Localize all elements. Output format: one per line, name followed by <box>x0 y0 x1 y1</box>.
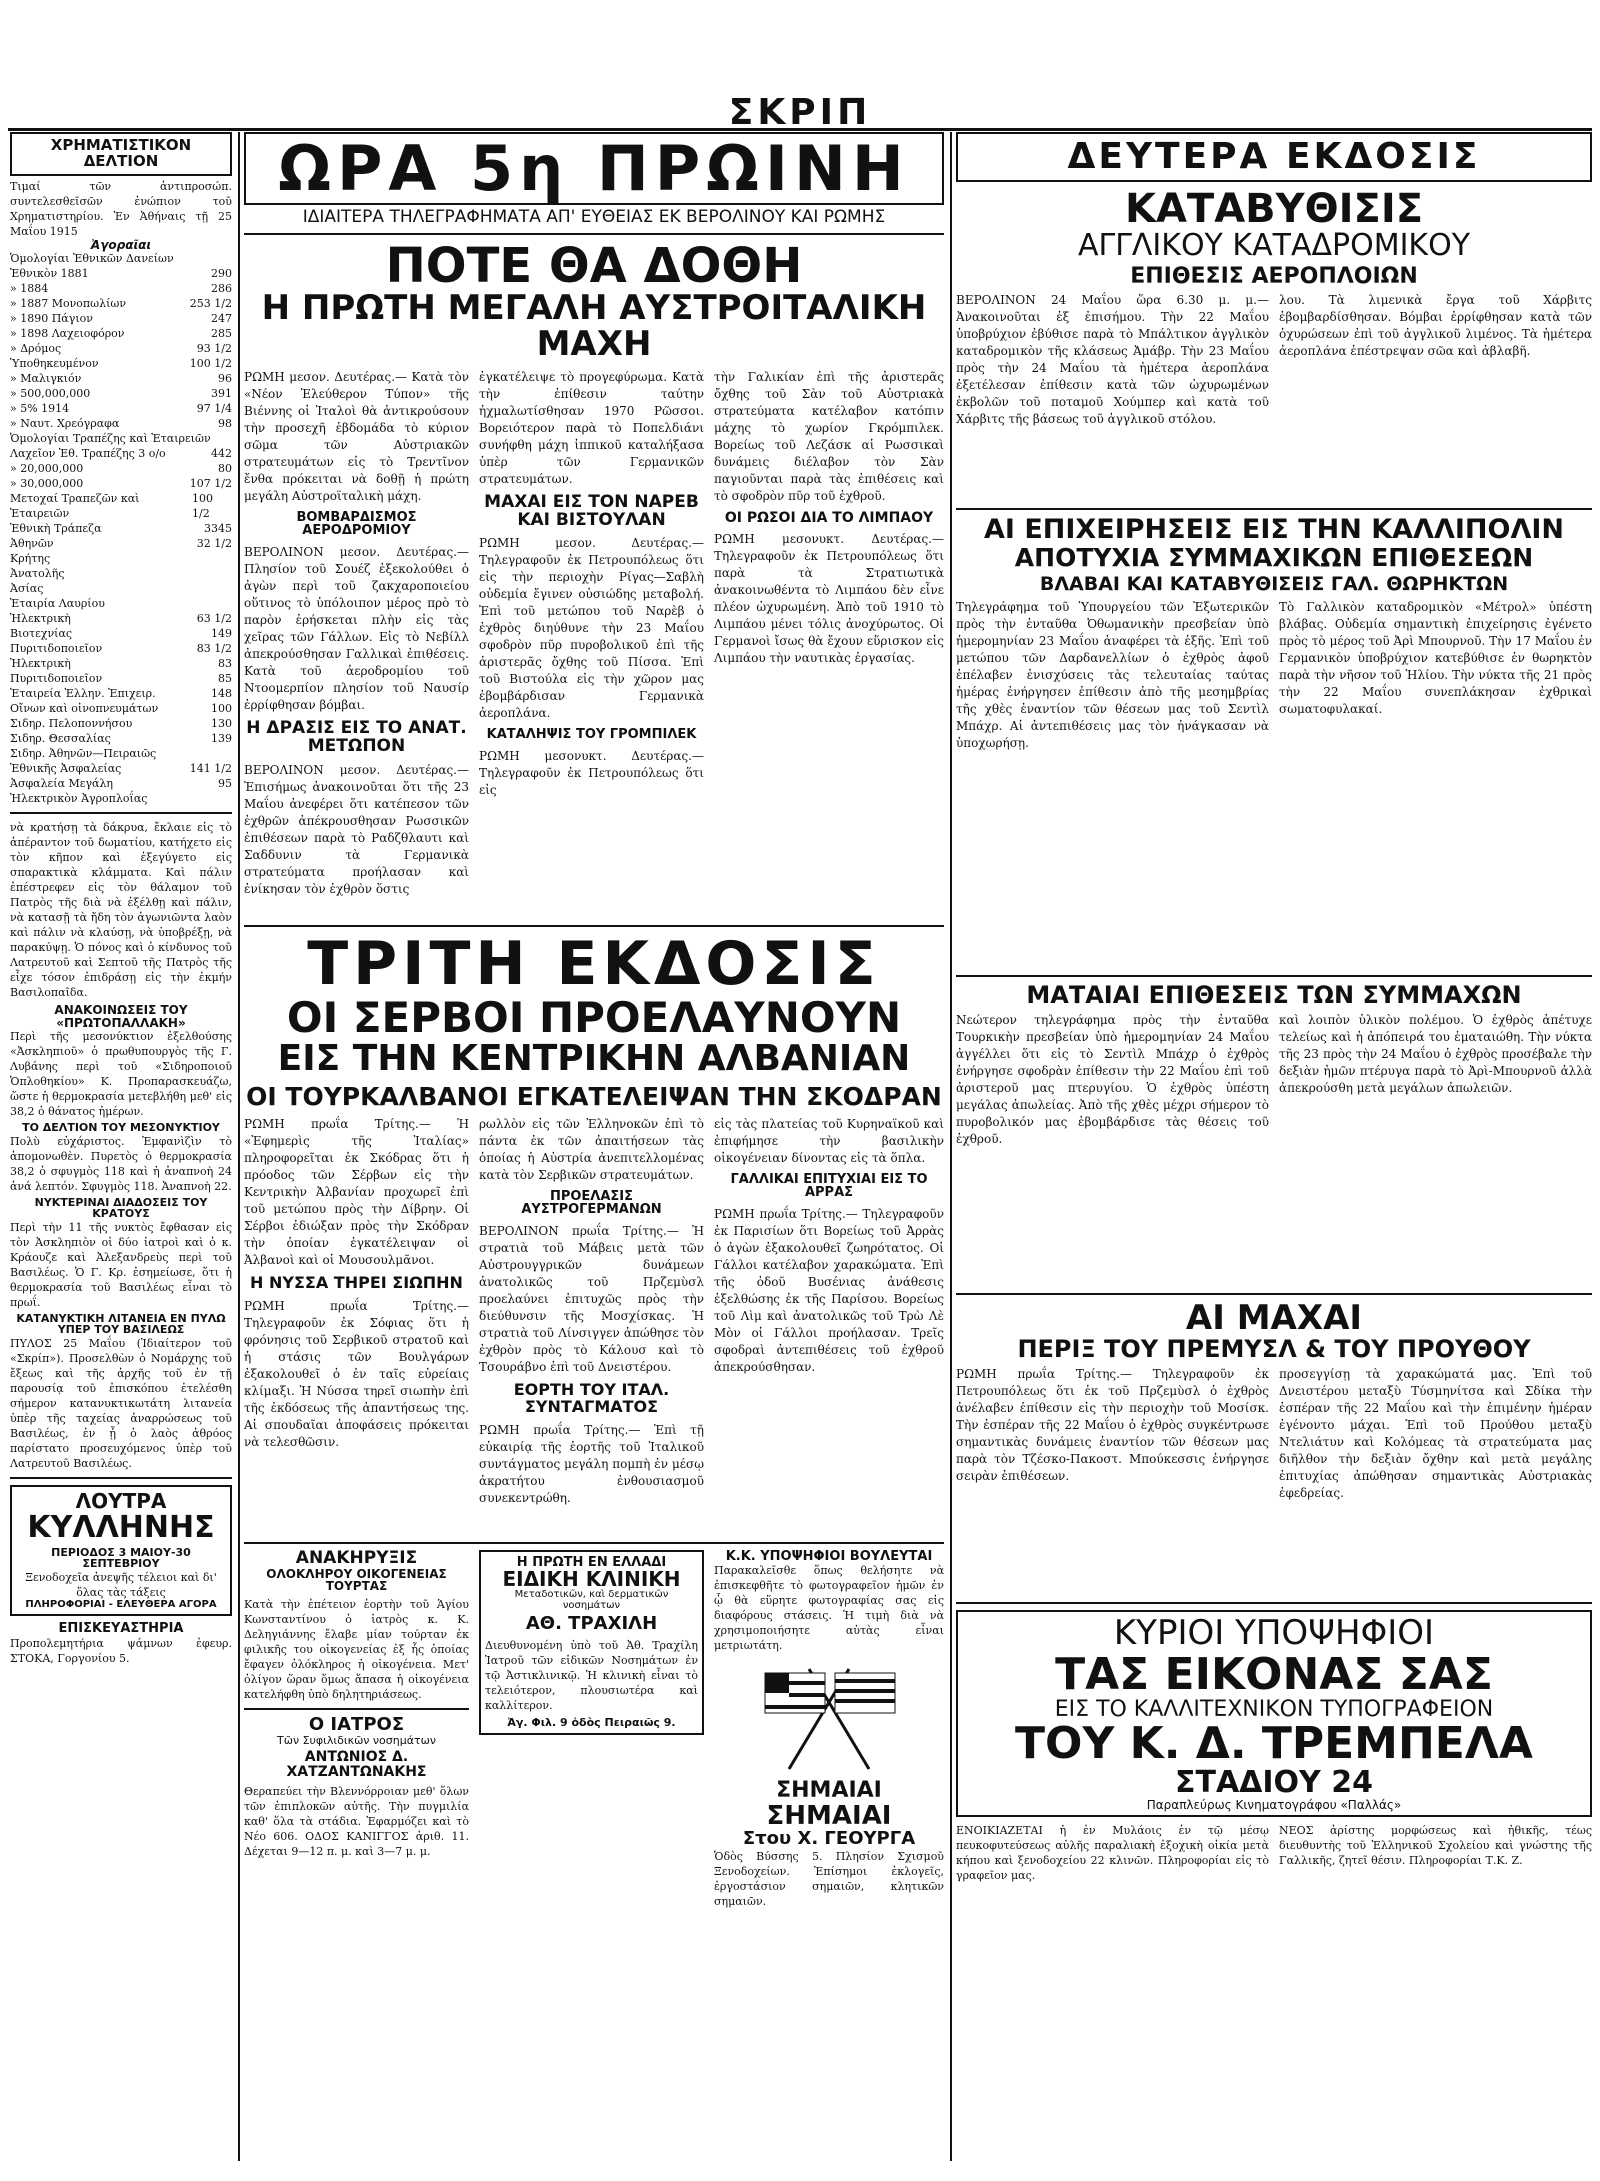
ad-text: Ξενοδοχεῖα ἀνεψῆς τέλειοι καὶ δι' ὅλας τὰς τάξεις <box>25 1570 217 1599</box>
market-label: » 500,000,000 <box>10 387 91 401</box>
article-text: λου. Τὰ λιμενικὰ ἔργα τοῦ Χάρβιτς ἐβομβαρδίσθησαν. Βόμβαι ἐρρίφθησαν κατὰ τῶν ὀχυρώσεων ἐπὶ τοῦ ἀγγλικοῦ λιμένος. Τὰ ἡμέτερα ἀεροπλάνα ἐπέστρεψαν σῶα καὶ ἀβλαβῆ. <box>1279 293 1592 359</box>
headline-8: ΑΙ ΜΑΧΑΙ <box>1185 1298 1363 1339</box>
market-label: Ὁμολογίαι Ἐθνικῶν Δανείων <box>10 252 174 266</box>
headline-7: ΜΑΤΑΙΑΙ ΕΠΙΘΕΣΕΙΣ ΤΩΝ ΣΥΜΜΑΧΩΝ <box>1026 980 1522 1009</box>
market-label: Βιοτεχνίας <box>10 627 73 641</box>
headline-4: ΑΙ ΕΠΙΧΕΙΡΗΣΕΙΣ ΕΙΣ ΤΗΝ ΚΑΛΛΙΠΟΛΙΝ <box>984 514 1564 546</box>
market-value: 391 <box>211 387 232 401</box>
market-value: 286 <box>211 282 232 296</box>
market-value: 85 <box>218 672 232 686</box>
clinic-heading-2: ΕΙΔΙΚΗ ΚΛΙΝΙΚΗ <box>502 1567 681 1592</box>
clinic-ad <box>479 1550 704 1735</box>
market-label: Πυριτιδοποιεῖον <box>10 672 103 686</box>
market-label: » 20,000,000 <box>10 462 84 476</box>
article-column <box>714 369 944 919</box>
column-divider <box>238 132 240 2161</box>
market-value: 100 1/2 <box>189 357 232 371</box>
headline-3: ΟΙ ΣΕΡΒΟΙ ΠΡΟΕΛΑΥΝΟΥΝ <box>286 992 902 1042</box>
market-row <box>10 416 232 431</box>
headline-5: ΑΠΟΤΥΧΙΑ ΣΥΜΜΑΧΙΚΩΝ ΕΠΙΘΕΣΕΩΝ <box>1014 542 1534 572</box>
headline-1: ΠΟΤΕ ΘΑ ΔΟΘΗ <box>385 237 803 294</box>
subheading: ΒΟΜΒΑΡΔΙΣΜΟΣ ΑΕΡΟΔΡΟΜΙΟΥ <box>296 509 417 539</box>
crossed-flags-icon <box>749 1661 909 1771</box>
clinic-text: Διευθυνομένη ὑπὸ τοῦ Ἀθ. Τραχίλη Ἰατροῦ τῶν εἰδικῶν Νοσημάτων ἐν τῷ Ἀστικλινικῷ. Ἡ κλινικὴ εἶναι τὸ τελειότερον, πλουσιωτέρα καὶ καλλίτερον. <box>485 1639 698 1713</box>
market-value: 107 1/2 <box>189 477 232 491</box>
divider <box>956 1293 1592 1295</box>
market-value: 97 1/4 <box>196 402 232 416</box>
subheading: ΕΟΡΤΗ ΤΟΥ ΙΤΑΛ. ΣΥΝΤΑΓΜΑΤΟΣ <box>513 1380 670 1416</box>
headline-4: ΕΙΣ ΤΗΝ ΚΕΝΤΡΙΚΗΝ ΑΛΒΑΝΙΑΝ <box>277 1037 911 1079</box>
divider <box>244 925 944 927</box>
market-label: » Δρόμος <box>10 342 62 356</box>
article-text: καὶ λοιπὸν ὑλικὸν πολέμου. Ὁ ἐχθρὸς ἀπέτυχε τελείως καὶ ἡ ἀπόπειρά του ἐματαιώθη. Τὴν νύκτα τῆς 23 πρὸς τὴν 24 Μαΐου ὁ ἐχθρὸς προσέβαλε τὴν δεξιὰν ἡμῶν πτέρυγα παρὰ τὸ Ἀρὶ-Μπουρνοῦ ἀλλὰ ἀπεκρούσθη μετὰ μεγάλων ἀπωλειῶν. <box>1279 1013 1592 1096</box>
top-rule <box>8 128 1592 131</box>
market-row <box>10 641 232 656</box>
market-row <box>10 296 232 311</box>
article-text: ΡΩΜΗ μεσονυκτ. Δευτέρας.— Τηλεγραφοῦν ἐκ Πετρουπόλεως ὅτι εἰς <box>479 749 704 798</box>
masthead: ΣΚΡΙΠ <box>728 92 872 133</box>
divider <box>956 975 1592 977</box>
article-columns <box>956 599 1592 969</box>
market-value: 141 1/2 <box>189 762 232 776</box>
article-text: ΡΩΜΗ μεσον. Δευτέρας.— Τηλεγραφοῦν ἐκ Πετρουπόλεως ὅτι εἰς τὴν περιοχὴν Ρίγας—Σαβλὴ οὐδεμία ἔγινεν οὐσιώδης μεταβολή. Ἐπὶ τοῦ μετώπου τοῦ Ναρὲβ ὁ ἐχθρὸς διηύθυνε τὴν 23 Μαΐου σφοδρὸν πῦρ πυροβολικοῦ ἐπὶ τῆς ἀριστερᾶς ὄχθης τοῦ Πίσσα. Ἐπὶ τοῦ Βιστούλα εἰς τὴν χῶρον μας ἐβομβάρδισαν Γερμανικὰ ἀεροπλάνα. <box>479 536 704 721</box>
ad-headline-5: ΣΤΑΔΙΟΥ 24 <box>1175 1765 1373 1801</box>
market-label: » Μαλιγκιόν <box>10 372 82 386</box>
market-label: Σιδηρ. Πελοποννήσου <box>10 717 133 731</box>
market-value: 100 <box>211 702 232 716</box>
ad-column <box>714 1550 944 2070</box>
market-row <box>10 251 232 266</box>
market-label: » 1884 <box>10 282 49 296</box>
market-row <box>10 536 232 551</box>
candidates-heading: Κ.Κ. ΥΠΟΨΗΦΙΟΙ ΒΟΥΛΕΥΤΑΙ <box>725 1549 933 1564</box>
subheading: ΟΙ ΡΩΣΟΙ ΔΙΑ ΤΟ ΛΙΜΠΑΟΥ <box>724 509 934 526</box>
market-value: 100 1/2 <box>192 492 214 521</box>
article-text: ΡΩΜΗ πρωΐα Τρίτης.— Ἐπὶ τῇ εὐκαιρίᾳ τῆς ἑορτῆς τοῦ Ἰταλικοῦ συντάγματος μεγάλη πομπὴ ἐν μέσῳ ἀκρατήτου ἐνθουσιασμοῦ συνεκεντρώθη. <box>479 1422 704 1505</box>
market-row <box>10 266 232 281</box>
market-label: Ἐθνικὴ Τράπεζα <box>10 522 102 536</box>
market-label: Ἀθηνῶν <box>10 537 54 551</box>
market-row <box>10 401 232 416</box>
article-columns <box>956 292 1592 502</box>
market-value: 3345 <box>204 522 232 536</box>
divider <box>244 233 944 235</box>
ad-subheading: ΟΛΟΚΛΗΡΟΥ ΟΙΚΟΓΕΝΕΙΑΣ ΤΟΥΡΤΑΣ <box>266 1566 447 1594</box>
market-value: 98 <box>218 417 232 431</box>
left-column <box>10 132 232 2162</box>
bulletin-heading: ΤΟ ΔΕΛΤΙΟΝ ΤΟΥ ΜΕΣΟΝΥΚΤΙΟΥ <box>22 1121 220 1135</box>
market-value: 93 1/2 <box>196 342 232 356</box>
article-text: Κατὰ τὴν ἐπέτειον ἑορτὴν τοῦ Ἁγίου Κωνσταντίνου ὁ ἰατρὸς κ. Κ. Δεληγιάννης ἔλαβε μίαν τούρταν ἐκ φιλικῆς του οἰκογενείας ἐξ ἧς ὁποίας ἔφαγεν ὁλόκληρος ἡ οἰκογένεια. Μετ' ὀλίγον ὥραν ὅμως ἅπασα ἡ οἰκογένεια κατελήφθη ὑπὸ δηλητηριάσεως. <box>244 1597 469 1701</box>
market-row <box>10 371 232 386</box>
market-row <box>10 626 232 641</box>
article-text: ΡΩΜΗ μεσον. Δευτέρας.— Κατὰ τὸν «Νέον Ἐλεύθερον Τύπον» τῆς Βιέννης οἱ Ἰταλοὶ θὰ ἀντικρούσουν τὴν προσεχῆ ἑβδομάδα τὸ κύριον σῶμα τῶν Αὐστριακῶν στρατευμάτων εἰς τὸ Τρεντῖνον ἔνθα πρόκειται νὰ δοθῇ ἡ πρώτη μεγάλη Αὐστροϊταλικὴ μάχη. <box>244 369 469 503</box>
market-row <box>10 491 232 521</box>
ad2-title: ΕΠΙΣΚΕΥΑΣΤΗΡΙΑ <box>58 1621 184 1637</box>
market-row <box>10 566 232 581</box>
article-text: Τηλεγράφημα τοῦ Ὑπουργείου τῶν Ἐξωτερικῶν πρὸς τὴν ἐνταῦθα Ὀθωμανικὴν πρεσβείαν ὑπὸ ἡμερομηνίαν 23 Μαΐου ἀναφέρει τὰ ἑξῆς. Ἐπὶ τοῦ μετώπου τῶν Δαρδανελλίων ὁ ἐχθρὸς ἀφοῦ ἐπέλαβεν ἐνισχύσεις τὰς τελευταίας ταύτας ἡμέρας ἐνήργησεν ἐπίθεσιν ἀπὸ τῆς μεσημβρίας τῆς χθὲς ἐναντίον τῶν θέσεων μας τοῦ Σεντὶλ Μπάχρ. Αἱ ἀντεπιθέσεις μας τὸν ἠνάγκασαν νὰ ὑποχωρήσῃ. <box>956 599 1269 750</box>
article-column <box>244 1116 469 1536</box>
article-column <box>714 1116 944 1536</box>
market-value: 149 <box>211 627 232 641</box>
article-text: ΒΕΡΟΛΙΝΟΝ μεσον. Δευτέρας.— Ἐπισήμως ἀνακοινοῦται ὅτι τῆς 23 Μαΐου ἀνεφέρει ὅτι κατέπεσον τῶν ἐχθρῶν ἀπέκρουσθησαν Ρωσσικῶν ἐπιθέσεων παρὰ τὸ Ραδζθλαυτι καὶ Σαδδυνιν τὰ Γερμανικὰ στρατεύματα προήλασαν καὶ ἐνίκησαν τὸν ἐχθρὸν ὅστις <box>244 762 469 896</box>
third-edition-banner: ΤΡΙΤΗ ΕΚΔΟΣΙΣ <box>307 928 881 999</box>
divider <box>956 1602 1592 1604</box>
market-value: 247 <box>211 312 232 326</box>
market-row <box>10 701 232 716</box>
market-label: Ἑταιρία Λαυρίου <box>10 597 105 611</box>
market-value: 95 <box>218 777 232 791</box>
divider <box>244 1542 944 1544</box>
right-column <box>956 132 1592 2162</box>
market-value: 96 <box>218 372 232 386</box>
market-label: Ὑποθηκευμένον <box>10 357 99 371</box>
article-text: προσεγγίσῃ τὰ χαρακώματά μας. Ἐπὶ τοῦ Δνειστέρου μεταξὺ Τύσμηνίτσα καὶ Σδίκα τὴν ἐσπέραν τῆς 22 Μαΐου καὶ τὴν ἐπιμένην ἡμέραν ἐγένοντο μάχαι. Ἐπὶ τοῦ Προύθου μεταξὺ Ντελιάτυν καὶ Κολόμεας τὰ στρατεύματα μας διῆλθον τὴν δεξιὰν ὄχθην καὶ μετὰ μεγάλης ἐπιτυχίας ἀπώθησαν σημαντικὰς Αὐστριακὰς ἐφεδρείας. <box>1279 1366 1592 1500</box>
market-row <box>10 461 232 476</box>
classified-text: ΕΝΟΙΚΙΑΖΕΤΑΙ ἡ ἐν Μυλάοις ἐν τῷ μέσῳ πευκοφυτεύσεως αὐλῆς παραλιακὴ ἐξοχικὴ οἰκία μετὰ κήπου καὶ ξενοδοχείου 22 κλινῶν. Πληροφορίαι εἰς τὸ γραφεῖον μας. <box>956 1824 1269 1883</box>
flags-shop-name: Στου Χ. ΓΕΟΥΡΓΑ <box>742 1827 916 1849</box>
market-row <box>10 431 232 446</box>
headline-2: Η ΠΡΩΤΗ ΜΕΓΑΛΗ ΑΥΣΤΡΟΙΤΑΛΙΚΗ ΜΑΧΗ <box>261 288 927 365</box>
market-value: 285 <box>211 327 232 341</box>
flags-address: Ὁδὸς Βύσσης 5. Πλησίον Σχισμοῦ Ξενοδοχείων. Ἐπίσημοι ἐκλογεῖς, ἐργοστάσιον σημαιῶν, κλητικῶν σημαιῶν. <box>714 1849 944 1908</box>
classified-text: ΝΕΟΣ ἀρίστης μορφώσεως καὶ ἠθικῆς, τέως διευθυντὴς τοῦ Ἑλληνικοῦ Σχολείου καὶ γνώστης τῆς Γαλλικῆς, ζητεῖ θέσιν. Πληροφορίαι Τ.Κ. Ζ. <box>1279 1824 1592 1868</box>
article-text: ΒΕΡΟΛΙΝΟΝ μεσον. Δευτέρας.— Πλησίον τοῦ Σουέζ ἐξεκολούθει ὁ ἀγὼν περὶ τοῦ ζακχαροποιείου οὕτινος τὸ ὑπόλοιπον μέρος πρὸ τὸ παρὸν ἐρήσκεται πλὴν εἰς τὰς χεῖρας τῶν Γάλλων. Εἰς τὸ Νεβίλλ ἀπεκρούσθησαν Γαλλικαὶ ἐπιθέσεις. Κατὰ τοῦ ἀεροδρομίου τοῦ Ντοομερπίον πλησίον τοῦ Ναυσίρ ἐρρίφθησαν βόμβαι. <box>244 544 469 712</box>
ads-row <box>244 1550 944 2070</box>
article-text: τὴν Γαλικίαν ἐπὶ τῆς ἀριστερᾶς ὄχθης τοῦ Σὰν τοῦ Αὐστριακὰ στρατεύματα κατέλαβον κατόπιν μάχης τὸ χωρίον Γκρόμπιλεκ. Βορείως τοῦ Λεζάσκ αἱ Ρωσσικαὶ δυνάμεις διέλαβον τὸν Σὰν παγιοῦνται παρὰ τὰς ἐπιθέσεις καὶ τὸ σφοδρὸν πῦρ τοῦ ἐχθροῦ. <box>714 369 944 503</box>
article-text: Περὶ τὴν 11 τῆς νυκτὸς ἔφθασαν εἰς τὸν Ἀσκληπιὸν οἱ δύο ἰατροὶ καὶ ὁ κ. Κράουζε καὶ Ἀλεξανδρεὺς περὶ τοῦ Βασιλέως. Ὁ Γ. Κρ. ἐσημείωσε, ὅτι ἡ θερμοκρασία τοῦ Βασιλέως εἶναι τὸ πρωΐ. <box>10 1220 232 1309</box>
notice-heading: ΑΝΑΚΟΙΝΩΣΕΙΣ ΤΟΥ «ΠΡΩΤΟΠΑΛΛΑΚΗ» <box>54 1003 188 1030</box>
clinic-doctor: ΑΘ. ΤΡΑΧΙΛΗ <box>525 1613 658 1635</box>
market-label: Σιδηρ. Ἀθηνῶν—Πειραιῶς <box>10 747 157 761</box>
market-value: 83 <box>218 657 232 671</box>
subheading: Η ΝΥΣΣΑ ΤΗΡΕΙ ΣΙΩΠΗΝ <box>250 1272 463 1292</box>
divider <box>244 1708 469 1710</box>
market-row <box>10 341 232 356</box>
baths-ad <box>10 1485 232 1616</box>
article-text: ἐγκατέλειψε τὸ προγεφύρωμα. Κατὰ τὴν ἐπίθεσιν ταύτην ἠχμαλωτίσθησαν 1970 Ρῶσσοι. Βορειότερον παρὰ τὸ Ποπελδιάνι συνήφθη μάχη ἱππικοῦ καταλήξασα ὑπὲρ τῶν Γερμανικῶν στρατευμάτων. <box>479 369 704 486</box>
flags-heading-2: ΣΗΜΑΙΑΙ <box>766 1800 892 1831</box>
market-label: Ἀνατολῆς <box>10 567 65 581</box>
market-row <box>10 746 232 761</box>
doctor-heading: Ο ΙΑΤΡΟΣ <box>308 1713 405 1735</box>
ad-subtitle: Παραπλεύρως Κινηματογράφου «Παλλάς» <box>1146 1797 1402 1812</box>
article-columns <box>956 1012 1592 1287</box>
market-value: 148 <box>211 687 232 701</box>
market-subtitle: Ἀγοραῖαι <box>90 237 152 252</box>
market-value: 80 <box>218 462 232 476</box>
article-text: εἰς τὰς πλατείας τοῦ Κυρηναϊκοῦ καὶ ἐπιφήμησε τὴν βασιλικὴν οἰκογένειαν δίνοντας εἰς τὰ ὅπλα. <box>714 1116 944 1165</box>
market-label: Ὁμολογίαι Τραπέζης καὶ Ἑταιρειῶν <box>10 432 211 446</box>
market-value: 63 1/2 <box>196 612 232 626</box>
market-value: 253 1/2 <box>189 297 232 311</box>
column-divider <box>950 132 952 2161</box>
article-columns <box>956 1366 1592 1596</box>
ad-info: ΠΛΗΡΟΦΟΡΙΑΙ - ΕΛΕΥΘΕΡΑ ΑΓΟΡΑ <box>25 1598 217 1610</box>
subheading: ΜΑΧΑΙ ΕΙΣ ΤΟΝ ΝΑΡΕΒ ΚΑΙ ΒΙΣΤΟΥΛΑΝ <box>484 491 699 530</box>
doctor-name: ΑΝΤΩΝΙΟΣ Δ. ΧΑΤΖΑΝΤΩΝΑΚΗΣ <box>286 1749 427 1780</box>
headline-3: ΕΠΙΘΕΣΙΣ ΑΕΡΟΠΛΟΙΩΝ <box>1130 264 1418 290</box>
market-row <box>10 476 232 491</box>
subheading: ΚΑΤΑΛΗΨΙΣ ΤΟΥ ΓΡΟΜΠΙΛΕΚ <box>486 727 697 743</box>
market-row <box>10 776 232 791</box>
article-text: ΡΩΜΗ πρωΐα Τρίτης.— Τηλεγραφοῦν ἐκ Σόφιας ὅτι ἡ φρόνησις τοῦ Σερβικοῦ στρατοῦ καὶ ἡ στάσις τῶν Βουλγάρων ἐξακολουθεῖ ὁ ἐν ταῖς εὐρείαις κλίμαξι. Ἡ Νύσσα τηρεῖ σιωπὴν ἐπὶ τῆς ἐκδόσεως τῆς ἀπαντήσεως της. Αἱ σπουδαῖαι ἀποφάσεις πρόκειται νὰ τελεσθῶσιν. <box>244 1298 469 1449</box>
market-label: » 1898 Λαχειοφόρον <box>10 327 125 341</box>
market-row <box>10 521 232 536</box>
headline-1: ΚΑΤΑΒΥΘΙΣΙΣ <box>1124 185 1424 232</box>
article-column <box>244 369 469 919</box>
second-edition-banner: ΔΕΥΤΕΡΑ ΕΚΔΟΣΙΣ <box>956 132 1592 182</box>
market-row <box>10 716 232 731</box>
market-row <box>10 551 232 566</box>
market-label: » 5% 1914 <box>10 402 70 416</box>
market-row <box>10 671 232 686</box>
clinic-heading: Η ΠΡΩΤΗ ΕΝ ΕΛΛΑΔΙ <box>516 1554 667 1570</box>
night-heading: ΝΥΚΤΕΡΙΝΑΙ ΔΙΑΔΟΣΕΙΣ ΤΟΥ ΚΡΑΤΟΥΣ <box>34 1195 208 1221</box>
ad-headline-2: ΤΑΣ ΕΙΚΟΝΑΣ ΣΑΣ <box>1055 1648 1493 1700</box>
article-text: νὰ κρατήσῃ τὰ δάκρυα, ἔκλαιε εἰς τὸ ἀπέραντον τοῦ δωματίου, κατήχετο εἰς τὸν κῆπον καὶ ἐξεγύγετο εἰς σπαρακτικὰ κλάμματα. Καὶ πάλιν ἐπέστρεφεν εἰς τὸν θάλαμον τοῦ Πατρὸς τῆς διὰ νὰ ἐξέλθῃ καὶ πάλιν, νὰ κατασῇ τὰ ἤδη τὸν ἀγωνιῶντα λαὸν καὶ πάλιν νὰ κλαύσῃ, νὰ ὑποβρέξῃ, νὰ παρακύψῃ. Ὁ πόνος καὶ ὁ κίνδυνος τοῦ Λατρευτοῦ καὶ Σεπτοῦ τῆς Πατρὸς τῆς εἶχε τόσον ἐπιδράσῃ εἰς τὴν ἐκμήν Βασιλοπαῖδα. <box>10 821 232 1000</box>
market-table <box>10 251 232 806</box>
banner-headline: ΩΡΑ 5η ΠΡΩΙΝΗ <box>244 132 944 205</box>
article-text: Περὶ τῆς μεσονύκτιον ἐξελθούσης «Ἀσκληπιοῦ» ὁ πρωθυπουργὸς τῆς Γ. Λυβάνης περὶ τοῦ «Σιδηροποιοῦ Ὁπλοθηκίου» Κ. Προπαρασκευάζω, ὥστε ἡ θερμοκρασία μετεβλήθη μεθ' εἰς 38,2 ὁ θάνατος ἠμέρων. <box>10 1030 232 1119</box>
classifieds <box>956 1823 1592 1883</box>
subheading: ΠΡΟΕΛΑΣΙΣ ΑΥΣΤΡΟΓΕΡΜΑΝΩΝ <box>521 1188 662 1218</box>
market-label: Λαχεῖον Ἐθ. Τραπέζης 3 ο/ο <box>10 447 166 461</box>
doctor-subheading: Τῶν Συφιλιδικῶν νοσημάτων <box>277 1733 436 1747</box>
banner-subtitle: ΙΔΙΑΙΤΕΡΑ ΤΗΛΕΓΡΑΦΗΜΑΤΑ ΑΠ' ΕΥΘΕΙΑΣ ΕΚ ΒΕΡΟΛΙΝΟΥ ΚΑΙ ΡΩΜΗΣ <box>302 207 886 228</box>
article-text: Τὸ Γαλλικὸν καταδρομικὸν «Μέτρολ» ὑπέστη βλάβας. Οὐδεμία σημαντικὴ ἐπιχείρησις ἐγένετο πρὸς τὸ μέρος τοῦ Ἀρὶ Μπουρνοῦ. Τὴν 17 Μαΐου ἐν Γερμανικὸν ὑποβρύχιον κατεβύθισε ἐν θωρηκτὸν παρὰ τὴν νῆσον τοῦ Ἡλίου. Τὴν νύκτα τῆς 21 πρὸς τὴν 22 Μαΐου συνεπλάκησαν ἐχθρικαὶ σωματοφυλακαί. <box>1279 599 1592 716</box>
divider <box>956 508 1592 510</box>
market-value: 130 <box>211 717 232 731</box>
clinic-address: Ἀγ. Φιλ. 9 ὁδὸς Πειραιῶς 9. <box>507 1716 676 1730</box>
article-text: ΡΩΜΗ πρωΐα Τρίτης.— Τηλεγραφοῦν ἐκ Πετρουπόλεως ὅτι ἐκ τοῦ Πρζεμὺσλ ὁ ἐχθρὸς ἀνέλαβεν ἐπίθεσιν εἰς τὴν περιοχὴν τοῦ Μοσίσκ. Τὴν ἐσπέραν τῆς 22 Μαΐου ὁ ἐχθρὸς συγκέντρωσε σημαντικὰς δυνάμεις ἐναντίον τῶν θέσεων μας παρὰ τὸν Τζέσκο-Πακοστ. Μπούκεσσις ἐνήργησε σειρὰν ἐπιθέσεων. <box>956 1366 1269 1483</box>
article-text: ΡΩΜΗ πρωΐα Τρίτης.— Ἡ «Ἐφημερὶς τῆς Ἰταλίας» πληροφορεῖται ἐκ Σκόδρας ὅτι ἡ πρόοδος τῶν Σέρβων εἰς τὴν Κεντρικὴν Ἀλβανίαν προχωρεῖ ἐπὶ τοῦ μετώπου πρὸς τὴν Δίβρην. Οἱ Σέρβοι ἐδιώξαν πρὸς τὴν Σκόδραν τὴν ὁποίαν ἐγκατέλειψαν οἱ Ἀλβανοὶ καὶ οἱ Μουσουλμᾶνοι. <box>244 1116 469 1267</box>
ad-period: ΠΕΡΙΟΔΟΣ 3 ΜΑΙΟΥ-30 ΣΕΠΤΕΒΡΙΟΥ <box>51 1545 191 1571</box>
doctor-text: Θεραπεύει τὴν Βλεννόρροιαν μεθ' ὅλων τῶν ἐπιπλοκῶν αὐτῆς. Τὴν πυγμιλία καθ' ὅλα τὰ στάδια. Ἐφαρμόζει καὶ τὸ Νέο 606. ΟΔΟΣ ΚΑΝΙΓΓΟΣ ἀριθ. 11. Δέχεται 9—12 π. μ. καὶ 3—7 μ. μ. <box>244 1784 469 1858</box>
market-value: 290 <box>211 267 232 281</box>
market-row <box>10 686 232 701</box>
market-label: » Ναυτ. Χρεόγραφα <box>10 417 120 431</box>
market-label: » 30,000,000 <box>10 477 84 491</box>
article-column <box>479 369 704 919</box>
ad-column <box>244 1550 469 2070</box>
divider <box>10 1477 232 1479</box>
market-row <box>10 281 232 296</box>
ad-headline-1: ΚΥΡΙΟΙ ΥΠΟΨΗΦΙΟΙ <box>1113 1612 1435 1653</box>
prayer-heading: ΚΑΤΑΝΥΚΤΙΚΗ ΛΙΤΑΝΕΙΑ ΕΝ ΠΥΛΩ ΥΠΕΡ ΤΟΥ ΒΑΣΙΛΕΩΣ <box>16 1311 226 1337</box>
market-value: 139 <box>211 732 232 746</box>
ad2-text: Προπολεμητήρια ψάμνων ἐφευρ. ΣΤΟΚΑ, Γοργονίου 5. <box>10 1636 232 1665</box>
market-label: Ἐταιρεία Ἑλλην. Ἐπιχειρ. <box>10 687 156 701</box>
candidates-text: Παρακαλεῖσθε ὅπως θελήσητε νὰ ἐπισκεφθῆτε τὸ φωτογραφεῖον ἡμῶν ἐν ᾧ θὰ εὕρητε φωτογραφίας σας εἰς διαφόρους στάσεις. Ἡ τιμὴ διὰ νὰ χρησιμοποιήσητε αὐτὰς εἶναι μετριωτάτη. <box>714 1564 944 1653</box>
market-row <box>10 656 232 671</box>
clinic-subheading: Μεταδοτικῶν, καὶ δερματικῶν νοσημάτων <box>514 1589 669 1611</box>
flags-heading: ΣΗΜΑΙΑΙ <box>776 1778 882 1804</box>
article-text: ΡΩΜΗ πρωΐα Τρίτης.— Τηλεγραφοῦν ἐκ Παρισίων ὅτι Βορείως τοῦ Ἀρρὰς ὁ ἀγὼν ἐξακολουθεῖ ζωηρότατος. Οἱ Γάλλοι κατέλαβον χαρακώματα. Ἐπὶ τῆς ὀδοῦ Βυσένιας ἀνάθεσις ἐξελθώσης ἐκ τῆς Παρίσου. Βορείως τοῦ Λὶμ καὶ ἀνατολικῶς τοῦ Τρὼ Λὲ Μὸν οἱ Γάλλοι προήλασαν. Τρεῖς σφοδραὶ ἀντεπιθέσεις τοῦ ἐχθροῦ ἀπεκρούσθησαν. <box>714 1207 944 1375</box>
article-text: ΡΩΜΗ μεσονυκτ. Δευτέρας.— Τηλεγραφοῦν ἐκ Πετρουπόλεως ὅτι παρὰ τὰ Στρατιωτικὰ ἀνακοινωθέντα τὸ Λιμπάου δὲν εἶνε πλέον ὠχυρωμένη. Ἀπὸ τοῦ 1910 τὸ Λιμπάου μένει τόλις ἀνοχύρωτος. Οἱ Γερμανοὶ ἴσως θὰ ἔχουν εὕρισκον εἰς Λιμπάου τὴν ναυτικὰς ἐργασίας. <box>714 532 944 666</box>
article-text: ΒΕΡΟΛΙΝΟΝ πρωΐα Τρίτης.— Ἡ στρατιὰ τοῦ Μάβεις μετὰ τῶν Αὐστρουγγρικῶν δυνάμεων ἀνατολικῶς τοῦ Πρζεμὺσλ προελαύνει ἐπιτυχῶς πρὸς τὴν διεύθυνσιν τῆς Μοσχίσκας. Ἡ στρατιὰ τοῦ Λίνσιγγεν ἀπώθησε τὸν ἐχθρὸν πρὸς τὸ Κάλουσ καὶ τὸ Τσουράβνο ἐπὶ τοῦ Δνειστέρου. <box>479 1224 704 1375</box>
divider <box>10 812 232 814</box>
market-label: Κρήτης <box>10 552 51 566</box>
market-label: Ἐθνικῆς Ἀσφαλείας <box>10 762 122 776</box>
headline-9: ΠΕΡΙΞ ΤΟΥ ΠΡΕΜΥΣΛ & ΤΟΥ ΠΡΟΥΘΟΥ <box>1017 1334 1531 1363</box>
article-text: ΒΕΡΟΛΙΝΟΝ 24 Μαΐου ὥρα 6.30 μ. μ.— Ἀνακοινοῦται ἐξ ἐπισήμου. Τὴν 22 Μαΐου ὑποβρύχιον ἐβύθισε παρὰ τὸ Μπάλτικον ἀγγλικὸν καταδρομικὸν τῆς κλάσεως Ἀμάβρ. Τὴν 23 Μαΐου πρὸς τὴν 24 Μαΐου τὰ ἡμέτερα ἀεροπλάνα ἐξετέλεσαν ἐπίθεσιν κατὰ τῶν ὠχυρωμένων ἐκβολῶν τοῦ ποταμοῦ Χούμπερ καὶ κατὰ τοῦ Χάρβιτς τῆς βάσεως τοῦ ἀγγλικοῦ στόλου. <box>956 293 1269 427</box>
market-label: Ἀσφαλεία Μεγάλη <box>10 777 114 791</box>
market-row <box>10 596 232 611</box>
ad-column <box>479 1550 704 2070</box>
market-label: Ἠλεκτρικὸν Ἀγροπλοΐας <box>10 792 148 806</box>
market-label: Μετοχαί Τραπεζῶν καὶ Ἑταιρειῶν <box>10 492 140 521</box>
market-row <box>10 326 232 341</box>
market-title: ΧΡΗΜΑΤΙΣΤΙΚΟΝ ΔΕΛΤΙΟΝ <box>10 132 232 176</box>
ad-headline-4: ΤΟΥ Κ. Δ. ΤΡΕΜΠΕΛΑ <box>1015 1717 1533 1769</box>
market-row <box>10 446 232 461</box>
article-text: ΠΥΛΟΣ 25 Μαΐου (Ἰδιαίτερον τοῦ «Σκρίπ»). Προσελθὼν ὁ Νομάρχης τοῦ ἔξεως καὶ τῆς ἀρχῆς τοῦ ἐν τῇ παρουσίᾳ τοῦ ἐπισκόπου ἐτελέσθη σήμερον κατανυκτικωτάτη λιτανεία ὑπὲρ τῆς ταχείας ἀναρρώσεως τοῦ Βασιλέως, ἐν ᾗ ὁ λαὸς ἀθρόος παρίστατο προσευχόμενος ὑπὲρ τοῦ Λατρευτοῦ Βασιλέως. <box>10 1337 232 1471</box>
center-section <box>244 132 944 2162</box>
headline-2: ΑΓΓΛΙΚΟΥ ΚΑΤΑΔΡΟΜΙΚΟΥ <box>1077 227 1471 263</box>
ad-heading: ΑΝΑΚΗΡΥΞΙΣ <box>295 1549 418 1568</box>
market-label: Πυριτιδοποιεῖον <box>10 642 103 656</box>
market-value: 83 1/2 <box>196 642 232 656</box>
market-value: 442 <box>211 447 232 461</box>
market-value: 32 1/2 <box>196 537 232 551</box>
article-text: Πολὺ εὐχάριστος. Ἐμφανὶζὶν τὸ ἀπομονωθὲν. Πυρετὸς ὁ θερμοκρασία 38,2 ὁ σφυγμὸς 118 καὶ ἡ ἀναπνοὴ 24 ἀνά λεπτόν. Σφυγμὸς 118. Ἀναπνοὴ 22. <box>10 1134 232 1193</box>
market-row <box>10 356 232 371</box>
market-label: Οἴνων καὶ οἰνοπνευμάτων <box>10 702 159 716</box>
market-row <box>10 581 232 596</box>
subheading: ΓΑΛΛΙΚΑΙ ΕΠΙΤΥΧΙΑΙ ΕΙΣ ΤΟ ΑΡΡΑΣ <box>730 1171 928 1201</box>
article-text: ρωλλὸν εἰς τῶν Ἐλληνοκῶν ἐπὶ τὸ πάντα ἐκ τῶν ἀπαιτήσεων τὰς ὁποίας ἡ Αὐστρία ἀνεπιτελλομένας κατὰ τὸν Σερβικῶν στρατευμάτων. <box>479 1116 704 1182</box>
article-text: Νεώτερον τηλεγράφημα πρὸς τὴν ἐνταῦθα Τουρκικὴν πρεσβείαν ὑπὸ ἡμερομηνίαν 24 Μαΐου ἀγγέλλει ὅτι εἰς τὸ Σεντὶλ Μπάχρ ὁ ἐχθρὸς ἐνήργησε σφοδρὰν ἐπίθεσιν τὴν 22 Μαΐου ἐπὶ τοῦ ἀριστεροῦ μας πτερυγίου. Ὁ ἐχθρὸς ὑπέστη μεγάλας ἀπωλείας. Ἀπὸ τῆς χθὲς μέχρι σήμερον τὸ πυροβολικόν μας ἐβομβάρδισε τὰς θέσεις τοῦ ἐχθροῦ. <box>956 1013 1269 1147</box>
market-row <box>10 311 232 326</box>
market-row <box>10 611 232 626</box>
ad-name: ΚΥΛΛΗΝΗΣ <box>27 1510 215 1546</box>
headline-6: ΒΛΑΒΑΙ ΚΑΙ ΚΑΤΑΒΥΘΙΣΕΙΣ ΓΑΛ. ΘΩΡΗΚΤΩΝ <box>1039 572 1509 595</box>
market-row <box>10 791 232 806</box>
market-intro: Τιμαί τῶν ἀντιπροσώπ. συντελεσθεῖσῶν ἐνώπιον τοῦ Χρηματιστηρίου. Ἐν Ἀθήναις τῇ 25 Μαΐου 1915 <box>10 179 232 238</box>
headline-5: ΟΙ ΤΟΥΡΚΑΛΒΑΝΟΙ ΕΓΚΑΤΕΛΕΙΨΑΝ ΤΗΝ ΣΚΟΔΡΑΝ <box>246 1081 942 1111</box>
market-label: » 1887 Μονοπωλίων <box>10 297 127 311</box>
article-columns <box>244 369 944 919</box>
market-label: Ἠλεκτρικὴ <box>10 612 71 626</box>
article-columns <box>244 1116 944 1536</box>
print-shop-ad <box>956 1610 1592 1817</box>
market-label: » 1890 Πάγιον <box>10 312 93 326</box>
ad-headline-3: ΕΙΣ ΤΟ ΚΑΛΛΙΤΕΧΝΙΚΟΝ ΤΥΠΟΓΡΑΦΕΙΟΝ <box>1054 1696 1494 1722</box>
market-row <box>10 386 232 401</box>
article-column <box>479 1116 704 1536</box>
market-label: Ἠλεκτρικὴ <box>10 657 71 671</box>
subheading: Η ΔΡΑΣΙΣ ΕΙΣ ΤΟ ΑΝΑΤ. ΜΕΤΩΠΟΝ <box>246 717 467 756</box>
market-row <box>10 731 232 746</box>
market-label: Ἀσίας <box>10 582 44 596</box>
market-label: Σιδηρ. Θεσσαλίας <box>10 732 111 746</box>
market-label: Ἐθνικὸν 1881 <box>10 267 89 281</box>
ad-title: ΛΟΥΤΡΑ <box>75 1489 167 1514</box>
market-row <box>10 761 232 776</box>
